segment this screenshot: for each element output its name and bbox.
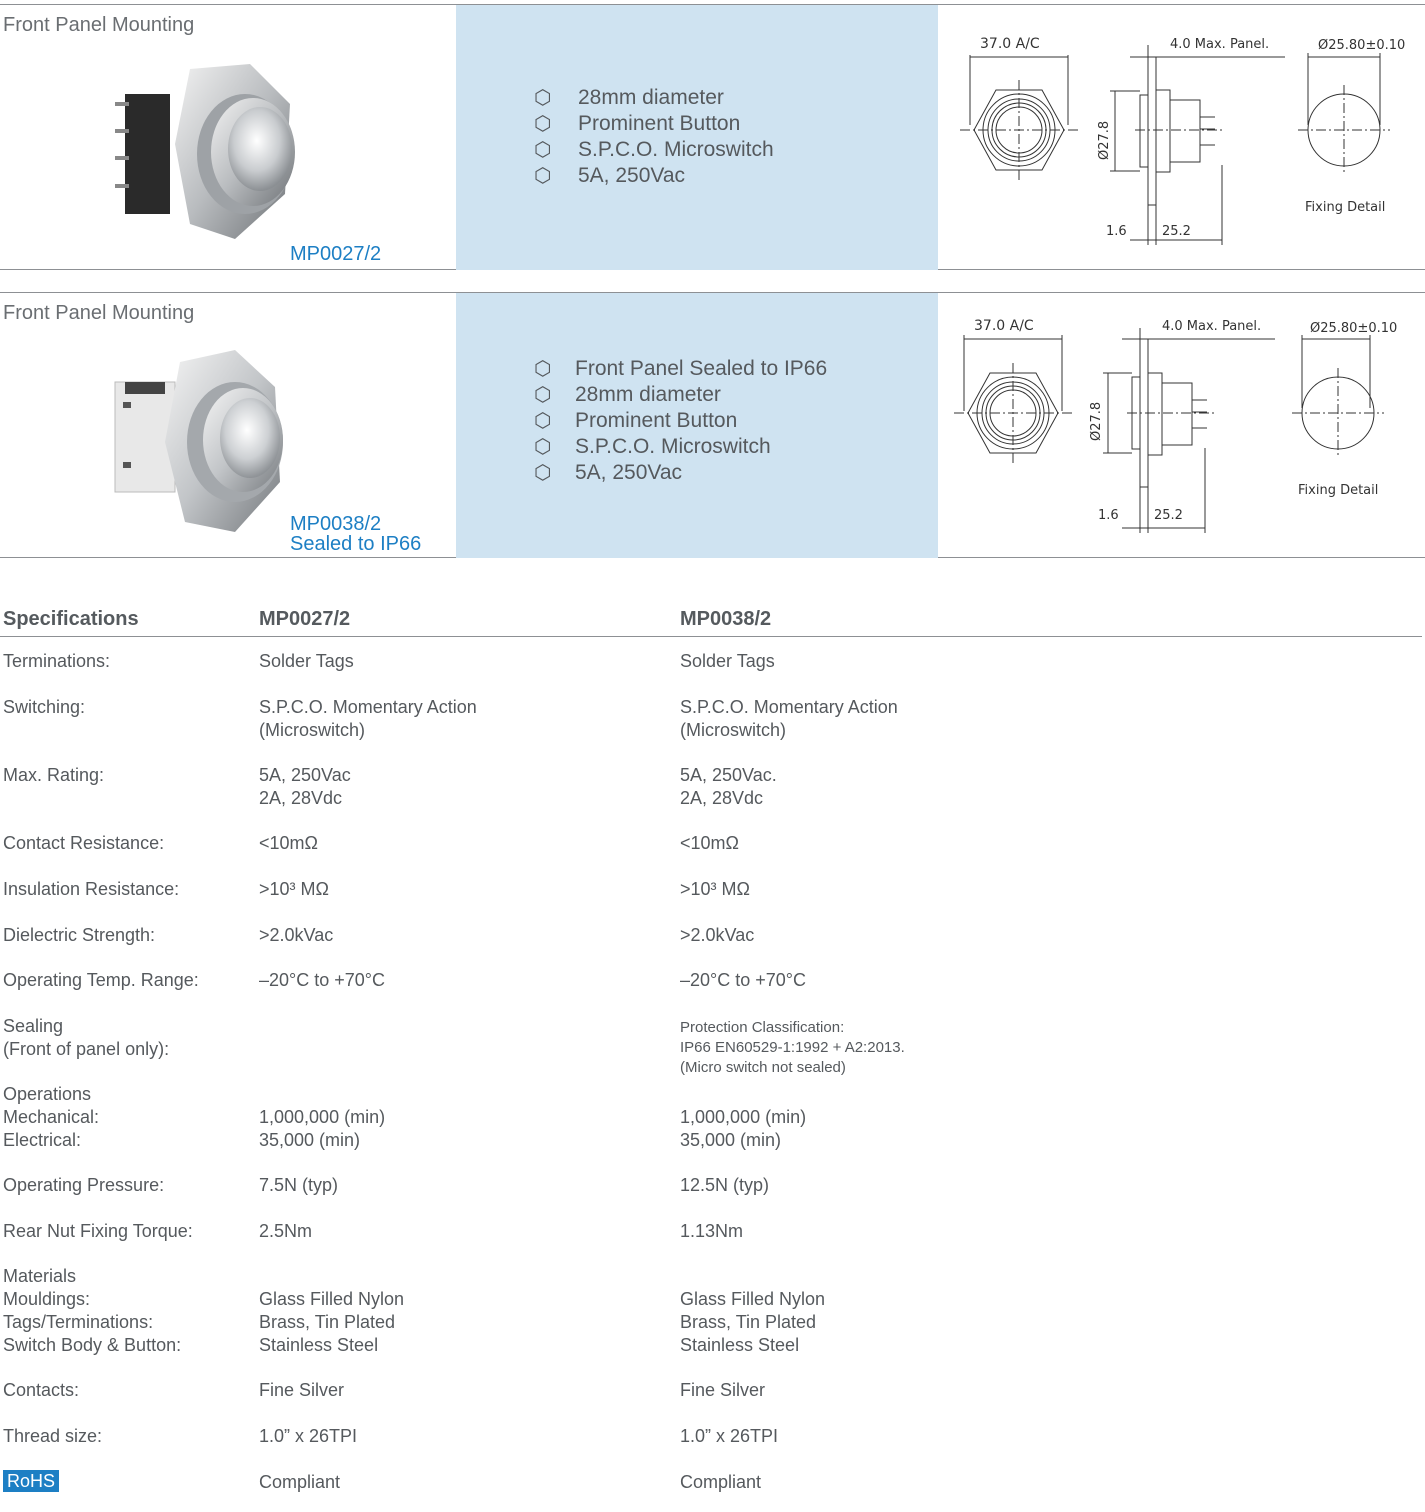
- product-section-mp0038: [0, 292, 1425, 558]
- dimension-label: 25.2: [1162, 224, 1191, 239]
- spec-label: Dielectric Strength:: [3, 925, 156, 945]
- model-number: MP0027/2: [290, 243, 382, 265]
- model-number: MP0038/2: [290, 513, 382, 535]
- feature-item: ⬡ S.P.C.O. Microswitch: [534, 435, 771, 458]
- hexagon-bullet-icon: ⬡: [534, 436, 552, 458]
- feature-item: ⬡ Prominent Button: [534, 112, 741, 135]
- dimension-label: Fixing Detail: [1298, 483, 1379, 498]
- feature-item: ⬡ S.P.C.O. Microswitch: [534, 138, 774, 161]
- push-button-photo: [95, 44, 295, 244]
- product-section-mp0027: [0, 4, 1425, 270]
- spec-value: 12.5N (typ): [680, 1175, 770, 1195]
- spec-value: Fine Silver: [259, 1380, 345, 1400]
- dimension-label: Ø25.80±0.10: [1318, 38, 1406, 53]
- spec-value: 5A, 250Vac 2A, 28Vdc: [259, 765, 351, 808]
- spec-value: 1.13Nm: [680, 1221, 744, 1241]
- spec-value: Compliant: [259, 1472, 341, 1492]
- dimension-label: 1.6: [1106, 224, 1127, 239]
- spec-label: Contacts:: [3, 1380, 80, 1400]
- spec-value: –20°C to +70°C: [259, 970, 385, 990]
- spec-value: >10³ MΩ: [680, 879, 750, 899]
- spec-label: Thread size:: [3, 1426, 103, 1446]
- spec-value: Solder Tags: [259, 651, 354, 671]
- spec-value: <10mΩ: [680, 833, 739, 853]
- spec-value: 1.0” x 26TPI: [680, 1426, 779, 1446]
- dimension-label: 1.6: [1098, 508, 1119, 523]
- spec-value: 7.5N (typ): [259, 1175, 339, 1195]
- feature-item: ⬡ Prominent Button: [534, 409, 738, 432]
- spec-value: 1,000,000 (min) 35,000 (min): [259, 1107, 386, 1150]
- spec-value: <10mΩ: [259, 833, 318, 853]
- spec-label: Sealing (Front of panel only):: [3, 1016, 170, 1059]
- hexagon-bullet-icon: ⬡: [534, 87, 552, 109]
- spec-label: Rear Nut Fixing Torque:: [3, 1221, 193, 1241]
- spec-label: Operations Mechanical: Electrical:: [3, 1084, 100, 1150]
- spec-value: Protection Classification: IP66 EN60529-1:1992 + A2:2013. (Micro switch not sealed): [680, 1019, 905, 1076]
- spec-value: S.P.C.O. Momentary Action (Microswitch): [259, 697, 477, 740]
- spec-value: 2.5Nm: [259, 1221, 313, 1241]
- dimension-label: 4.0 Max. Panel.: [1170, 37, 1270, 52]
- technical-drawing: [940, 293, 1425, 561]
- spec-label: Materials Mouldings: Tags/Terminations: Switch Body & Button:: [3, 1266, 182, 1355]
- spec-label: Switching:: [3, 697, 86, 717]
- feature-panel: [456, 5, 938, 270]
- dimension-label: 25.2: [1154, 508, 1183, 523]
- dimension-label: Ø25.80±0.10: [1310, 321, 1398, 336]
- spec-label: Insulation Resistance:: [3, 879, 180, 899]
- spec-value: Glass Filled Nylon Brass, Tin Plated Stainless Steel: [259, 1289, 405, 1355]
- spec-value: Compliant: [680, 1472, 762, 1492]
- spec-value: Glass Filled Nylon Brass, Tin Plated Stainless Steel: [680, 1289, 826, 1355]
- spec-value: >10³ MΩ: [259, 879, 329, 899]
- spec-value: >2.0kVac: [680, 925, 755, 945]
- hexagon-bullet-icon: ⬡: [534, 358, 552, 380]
- spec-value: >2.0kVac: [259, 925, 334, 945]
- dimension-label: 37.0 A/C: [980, 36, 1040, 52]
- spec-table-header: [0, 606, 1422, 637]
- spec-label: Contact Resistance:: [3, 833, 165, 853]
- feature-item: ⬡ Front Panel Sealed to IP66: [534, 357, 828, 380]
- spec-value: –20°C to +70°C: [680, 970, 806, 990]
- feature-list: [534, 356, 827, 486]
- spec-label: Operating Pressure:: [3, 1175, 165, 1195]
- feature-item: ⬡ 28mm diameter: [534, 86, 724, 109]
- hexagon-bullet-icon: ⬡: [534, 139, 552, 161]
- spec-header-model: MP0038/2: [680, 608, 772, 630]
- hexagon-bullet-icon: ⬡: [534, 165, 552, 187]
- feature-item: ⬡ 5A, 250Vac: [534, 461, 683, 484]
- hexagon-bullet-icon: ⬡: [534, 462, 552, 484]
- product-category: Front Panel Mounting: [3, 14, 195, 36]
- feature-item: ⬡ 28mm diameter: [534, 383, 721, 406]
- spec-value: Fine Silver: [680, 1380, 766, 1400]
- technical-drawing: [940, 5, 1425, 273]
- spec-header-label: Specifications: [3, 608, 139, 630]
- hexagon-bullet-icon: ⬡: [534, 410, 552, 432]
- spec-label: Operating Temp. Range:: [3, 970, 199, 990]
- feature-panel: [456, 293, 938, 558]
- dimension-label: 37.0 A/C: [974, 318, 1034, 334]
- spec-label: Terminations:: [3, 651, 111, 671]
- dimension-label: Ø27.8: [1097, 120, 1112, 160]
- product-category: Front Panel Mounting: [3, 302, 195, 324]
- hexagon-bullet-icon: ⬡: [534, 384, 552, 406]
- spec-value: Solder Tags: [680, 651, 775, 671]
- spec-value: 5A, 250Vac. 2A, 28Vdc: [680, 765, 777, 808]
- dimension-label: Ø27.8: [1089, 401, 1104, 441]
- dimension-label: Fixing Detail: [1305, 200, 1386, 215]
- model-subtitle: Sealed to IP66: [290, 533, 422, 555]
- feature-list: [534, 85, 774, 189]
- dimension-label: 4.0 Max. Panel.: [1162, 319, 1262, 334]
- push-button-photo: [105, 342, 305, 542]
- spec-value: S.P.C.O. Momentary Action (Microswitch): [680, 697, 898, 740]
- hexagon-bullet-icon: ⬡: [534, 113, 552, 135]
- feature-item: ⬡ 5A, 250Vac: [534, 164, 686, 187]
- spec-value: 1,000,000 (min) 35,000 (min): [680, 1107, 807, 1150]
- spec-value: 1.0” x 26TPI: [259, 1426, 358, 1446]
- rohs-badge: RoHS: [3, 1470, 59, 1492]
- spec-label: Max. Rating:: [3, 765, 105, 785]
- spec-header-model: MP0027/2: [259, 608, 351, 630]
